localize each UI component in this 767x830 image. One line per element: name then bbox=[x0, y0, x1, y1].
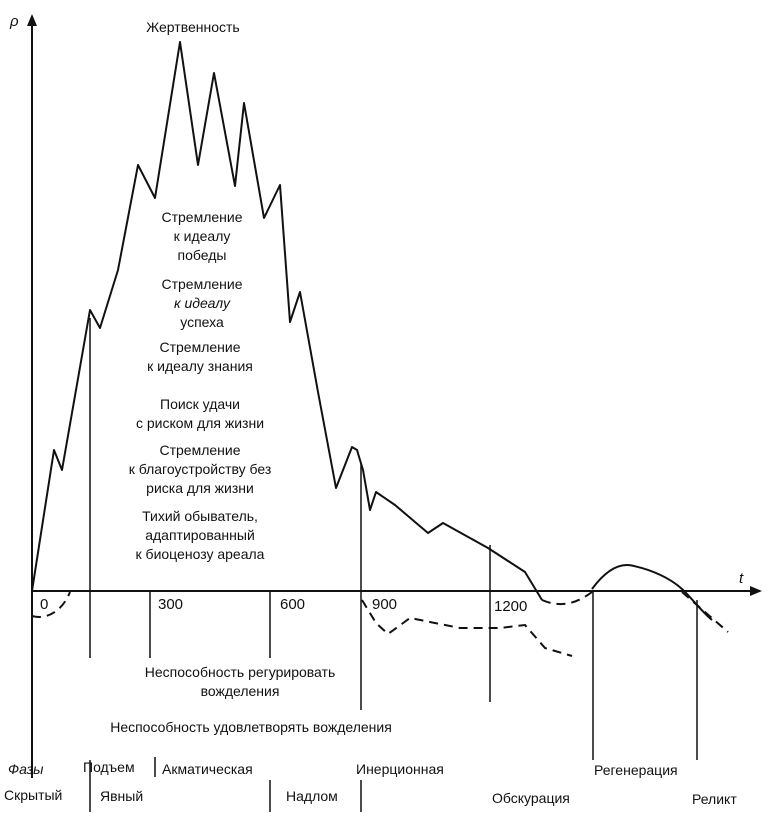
phase-rise: Подъем bbox=[83, 759, 135, 775]
imperative-victory bbox=[161, 209, 242, 263]
phase-obscuration: Обскурация bbox=[492, 790, 570, 806]
svg-text:Стремление: Стремление bbox=[161, 276, 243, 292]
svg-text:с риском для жизни: с риском для жизни bbox=[135, 415, 265, 431]
y-axis-label: ρ bbox=[10, 13, 19, 30]
svg-text:Стремление: Стремление bbox=[161, 209, 243, 225]
svg-text:риска для жизни: риска для жизни bbox=[146, 480, 254, 496]
svg-text:вожделения: вожделения bbox=[200, 683, 280, 699]
svg-text:к благоустройству без: к благоустройству без bbox=[128, 461, 272, 477]
phase-inertial: Инерционная bbox=[356, 761, 444, 777]
x-axis-label: t bbox=[739, 570, 744, 587]
phase-relict: Реликт bbox=[692, 791, 737, 807]
annotation-inability-regulate bbox=[145, 664, 336, 699]
svg-text:успеха: успеха bbox=[180, 314, 224, 330]
imperative-comfort bbox=[129, 442, 272, 496]
tick-label-0: 0 bbox=[40, 596, 49, 613]
dashed-line-relict bbox=[682, 592, 728, 632]
svg-text:к идеалу: к идеалу bbox=[173, 228, 231, 244]
svg-text:к идеалу знания: к идеалу знания bbox=[147, 358, 253, 374]
svg-text:адаптированный: адаптированный bbox=[145, 527, 255, 543]
phases-title: Фазы bbox=[8, 761, 44, 777]
tick-label-600: 600 bbox=[280, 596, 306, 613]
phase-hidden: Скрытый bbox=[4, 787, 63, 803]
imperative-luck bbox=[136, 396, 264, 431]
svg-text:Стремление: Стремление bbox=[159, 442, 241, 458]
imperative-knowledge bbox=[147, 339, 253, 374]
regeneration-curve bbox=[592, 565, 712, 620]
tick-label-300: 300 bbox=[158, 596, 184, 613]
imperative-philistine bbox=[136, 508, 265, 562]
phase-explicit: Явный bbox=[100, 788, 144, 804]
svg-text:к биоценозу ареала: к биоценозу ареала bbox=[135, 546, 265, 562]
peak-label: Жертвенность bbox=[146, 19, 240, 35]
imperative-success bbox=[161, 276, 242, 330]
phase-breakdown: Надлом bbox=[286, 788, 338, 804]
dashed-line-hidden-phase bbox=[32, 592, 70, 617]
svg-text:победы: победы bbox=[177, 247, 227, 263]
tick-label-900: 900 bbox=[372, 596, 398, 613]
svg-text:Поиск удачи: Поиск удачи bbox=[160, 396, 240, 412]
tick-label-1200: 1200 bbox=[494, 598, 528, 615]
svg-text:к идеалу: к идеалу bbox=[173, 295, 231, 311]
phase-acmatic: Акматическая bbox=[162, 761, 253, 777]
svg-text:Неспособность регурировать: Неспособность регурировать bbox=[144, 664, 336, 680]
annotation-inability-satisfy: Неспособность удовлетворять вожделения bbox=[110, 719, 392, 735]
svg-text:Стремление: Стремление bbox=[159, 339, 241, 355]
passionarity-curve bbox=[32, 42, 542, 600]
phase-regeneration: Регенерация bbox=[594, 762, 678, 778]
dashed-line-obscuration bbox=[542, 592, 592, 604]
svg-text:Тихий обыватель,: Тихий обыватель, bbox=[142, 508, 258, 524]
